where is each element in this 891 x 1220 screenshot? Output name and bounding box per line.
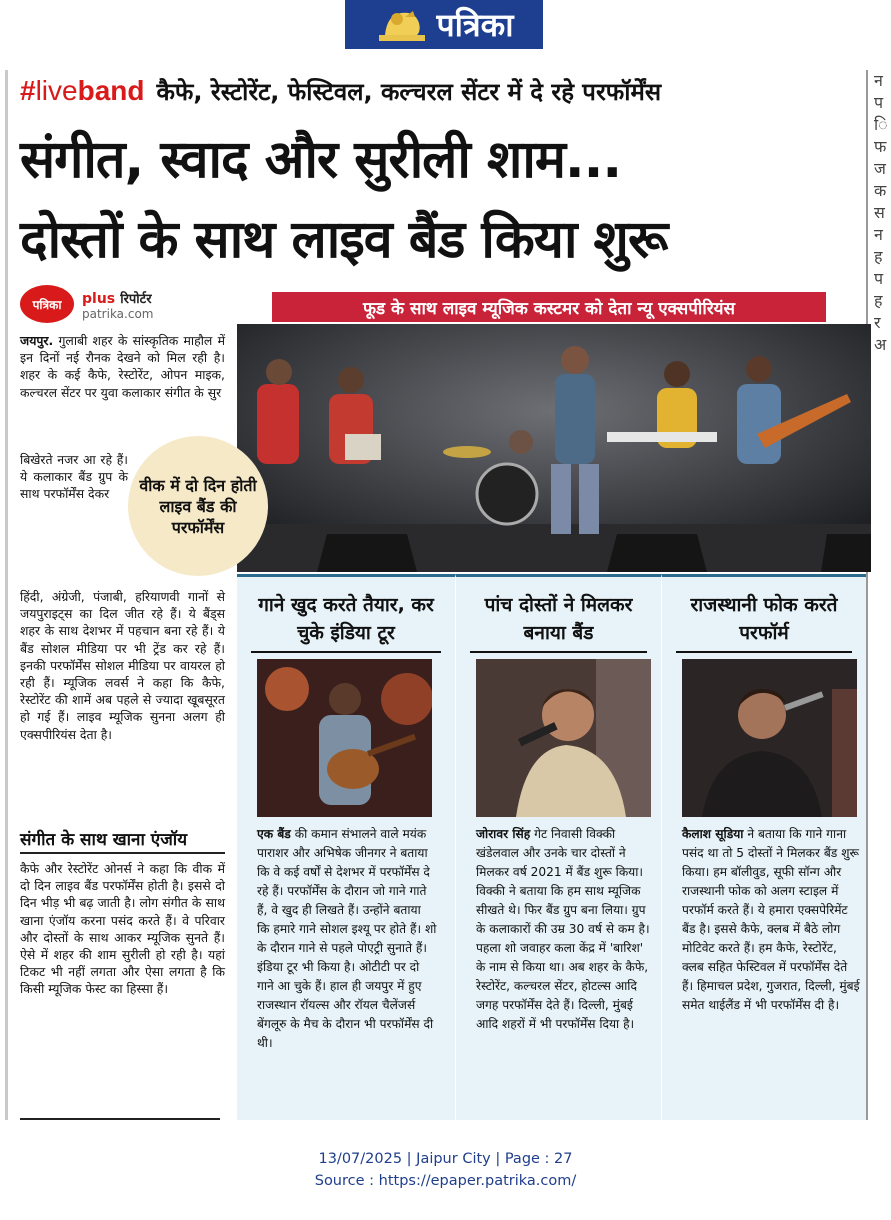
card-text: कैलाश सूडिया ने बताया कि गाने गाना पसंद था तो 5 दोस्तों ने मिलकर बैंड शुरू किया। हम बॉलीवुड, सूफी सॉन्ग और राजस्थानी फोक को अलग स्टाइल में परफॉर्म करते हैं। ये हमारा एक्सपेरिमेंट बैंड है। इससे कैफे, क्लब में बैठे लोग मोटिवेट करते हैं। हम कैफे, रेस्टोरेंट, क्लब सहित फेस्टिवल में परफॉर्मेंस देते हैं। हिमाचल प्रदेश, गुजरात, दिल्ली, मुंबई समेत थाईलैंड में भी परफॉर्मेंस दी है।: [682, 827, 860, 1012]
lead-paragraph-c: हिंदी, अंग्रेजी, पंजाबी, हरियाणवी गानों से जयपुराइट्स का दिल जीत रहे हैं। ये बैंड्स शहर के साथ देशभर में पहचान बना रहे हैं। ये बैंड सोशल मीडिया पर भी ट्रेंड कर रहे हैं। इनकी परफॉर्मेंस सोशल मीडिया पर वायरल हो रही हैं। म्यूजिक लवर्स ने कहा कि कैफे, रेस्टोरेंट की शामें अब पहले से ज्यादा खूबसूरत हो गई हैं। लाइव म्यूजिक सुनना अलग ही एक्सपीरियंस देता है।: [20, 589, 225, 742]
byline: [20, 282, 235, 326]
masthead: [345, 0, 543, 49]
footer-date-line: 13/07/2025 | Jaipur City | Page : 27: [318, 1151, 573, 1167]
subheading-banner: फूड के साथ लाइव म्यूजिक कस्टमर को देता न्यू एक्सपीरियंस: [272, 292, 826, 322]
lead-text-a: गुलाबी शहर के सांस्कृतिक माहौल में इन दिनों नई रौनक देखने को मिल रही है। शहर के कई कैफे, रेस्टोरेंट, ओपन माइक, कल्चरल सेंटर पर युवा कलाकार संगीत के सुर: [20, 333, 225, 400]
card-heading: राजस्थानी फोक करते परफॉर्म: [676, 577, 852, 653]
story-card-1: [237, 574, 455, 1120]
bottom-rule: [20, 1118, 220, 1120]
plus-label: plus: [82, 290, 116, 307]
card-text: जोरावर सिंह गेट निवासी विक्की खंडेलवाल और उनके चार दोस्तों ने मिलकर वर्ष 2021 में बैंड शुरू किया। विक्की ने बताया कि हम साथ म्यूजिक सीखते थे। फिर बैंड ग्रुप बना लिया। ग्रुप के कलाकारों की उम्र 30 वर्ष से कम है। पहला शो जवाहर कला केंद्र में 'बारिश' के नाम से किया था। अब शहर के कैफे, रेस्टोरेंट, कल्चरल सेंटर, होटल्स आदि जगह परफॉर्मेंस देते हैं। दिल्ली, मुंबई आदि शहरों में भी परफॉर्मेंस दिया है।: [476, 827, 650, 1031]
lead-paragraph-a: [20, 332, 225, 401]
masthead-title: पत्रिका: [436, 6, 514, 44]
patrika-logo: पत्रिका: [20, 285, 74, 323]
lead-paragraph-b: बिखेरते नजर आ रहे हैं। ये कलाकार बैंड ग्रुप के साथ परफॉर्मेंस देकर: [20, 452, 128, 502]
story-card-3: [661, 574, 866, 1120]
dateline: जयपुर.: [20, 333, 54, 348]
byline-url: patrika.com: [82, 306, 154, 321]
section-heading: संगीत के साथ खाना एंजॉय: [20, 827, 225, 854]
adjacent-column-edge: न प ि फ ज क स न ह प ह र अ: [866, 70, 891, 1120]
guitarist-photo: [257, 659, 432, 817]
band-stage-photo: [237, 324, 871, 572]
footer-source-line: Source : https://epaper.patrika.com/: [314, 1173, 577, 1189]
newspaper-page: [0, 70, 891, 1120]
reporter-label: रिपोर्टर: [120, 291, 152, 307]
kicker: [20, 75, 661, 111]
card-text: एक बैंड की कमान संभालने वाले मयंक पाराशर और अभिषेक जीनगर ने बताया कि वे कई वर्षों से देशभर में परफॉर्मेंस दे रहे हैं। परफॉर्मेंस के दौरान जो गाने गाते हैं, वे खुद ही लिखते हैं। उन्होंने बताया कि हमारे गाने सोशल इश्यू पर होते हैं। शो के दौरान गाने से पहले पोएट्री सुनाते हैं। इंडिया टूर भी किया है। ओटीटी पर दो गाने आ चुके हैं। हाल ही जयपुर में हुए राजस्थान रॉयल्स और रॉयल चैलेंजर्स बेंगलूरु के मैच के दौरान भी परफॉर्मेंस दी थी।: [257, 827, 437, 1050]
footer: [0, 1148, 891, 1192]
pullquote-circle: वीक में दो दिन होती लाइव बैंड की परफॉर्मेंस: [128, 436, 268, 576]
section-paragraph: कैफे और रेस्टोरेंट ओनर्स ने कहा कि वीक में दो दिन लाइव बैंड परफॉर्मेंस होती है। इससे दो दिन भीड़ भी बढ़ जाती है। लोग संगीत के साथ खाना एंजॉय करना पसंद करते हैं। वे परिवार और दोस्तों के साथ आकर म्यूजिक सुनते हैं। ऐसे में शहर की शाम सुरीली हो रही है। यहां टिकट भी नहीं लगता और ऐसा लगता है कि किसी म्यूजिक फेस्ट का हिस्सा हैं।: [20, 861, 225, 997]
headline-line2: दोस्तों के साथ लाइव बैंड किया शुरू: [20, 210, 668, 270]
headline-line1: संगीत, स्वाद और सुरीली शाम...: [20, 130, 622, 190]
story-card-2: [455, 574, 661, 1120]
singer-photo: [476, 659, 651, 817]
card-heading: गाने खुद करते तैयार, कर चुके इंडिया टूर: [251, 577, 441, 653]
liveband-tag: #liveband: [20, 75, 145, 106]
left-divider: [5, 70, 8, 1120]
card-heading: पांच दोस्तों ने मिलकर बनाया बैंड: [470, 577, 647, 653]
folk-singer-photo: [682, 659, 857, 817]
lion-emblem-icon: [375, 5, 429, 45]
kicker-text: कैफे, रेस्टोरेंट, फेस्टिवल, कल्चरल सेंटर में दे रहे परफॉर्मेंस: [156, 78, 662, 106]
